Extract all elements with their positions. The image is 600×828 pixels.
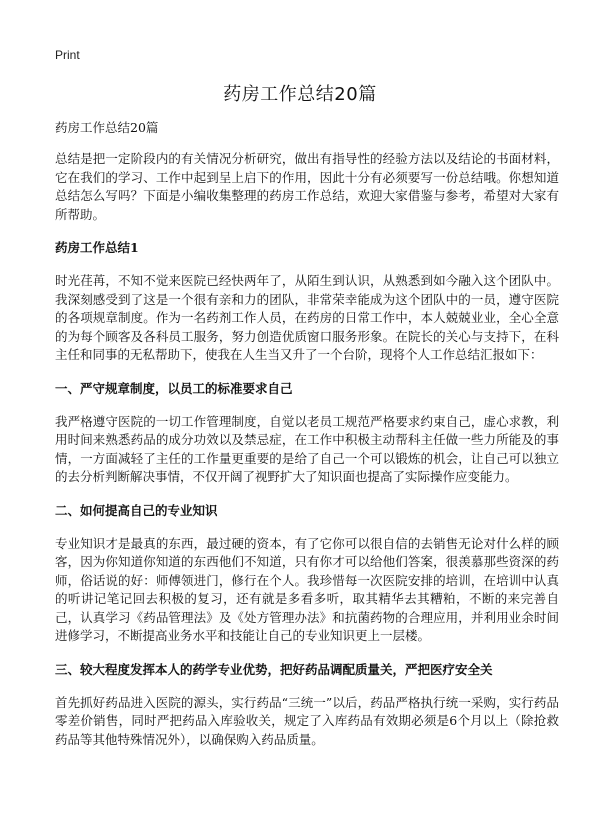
section-heading-3: 二、如何提高自己的专业知识 xyxy=(55,502,218,518)
page-title: 药房工作总结20篇 xyxy=(223,84,377,105)
section-paragraph-1: 时光荏苒，不知不觉来医院已经快两年了，从陌生到认识，从熟悉到如今融入这个团队中。我深刻感受到了这是一个很有亲和力的团队，非常荣幸能成为这个团队中的一员，遵守医院的各项规章制度。作为一名药剂工作人员，在药房的日常工作中，本人兢兢业业，全心全意的为每个顾客及各科员工服务，努力创造优质窗口服务形象。在院长的关心与支持下，在科主任和同事的无私帮助下，使我在人生当又升了一个台阶，现将个人工作总结汇报如下： xyxy=(55,273,559,362)
section-paragraph-3: 专业知识才是最真的东西，最过硬的资本，有了它你可以很自信的去销售无论对什么样的顾客，因为你知道你知道的东西他们不知道，只有你才可以给他们答案，很羡慕那些资深的药师，俗话说的好：师傅领进门，修行在个人。我珍惜每一次医院安排的培训，在培训中认真的听讲记笔记回去积极的复习，还有就是多看多听，取其精华去其糟粕，不断的来完善自己，认真学习《药品管理法》及《处方管理办法》和抗菌药物的合理应用，并利用业余时间进修学习，不断提高业务水平和技能让自己的专业知识更上一层楼。 xyxy=(55,535,559,643)
section-paragraph-4: 首先抓好药品进入医院的源头，实行药品“三统一”以后，药品严格执行统一采购，实行药品零差价销售，同时严把药品入库验收关，规定了入库药品有效期必须是6个月以上（除抢救药品等其他特殊情况外），以确保购入药品质量。 xyxy=(55,694,559,747)
section-heading-1: 药房工作总结1 xyxy=(55,240,139,255)
document-subtitle: 药房工作总结20篇 xyxy=(55,120,159,135)
print-link[interactable]: Print xyxy=(55,48,80,62)
document-body xyxy=(55,118,559,764)
section-heading-4: 三、较大程度发挥本人的药学专业优势，把好药品调配质量关，严把医疗安全关 xyxy=(55,661,493,677)
section-heading-2: 一、严守规章制度，以员工的标准要求自己 xyxy=(55,380,293,396)
section-paragraph-2: 我严格遵守医院的一切工作管理制度，自觉以老员工规范严格要求约束自己，虚心求教，利用时间来熟悉药品的成分功效以及禁忌症，在工作中积极主动帮科主任做一些力所能及的事情，一方面减轻了主任的工作量更重要的是给了自己一个可以锻炼的机会，让自己可以独立的去分析判断解决事情，不仅开阔了视野扩大了知识面也提高了实际操作应变能力。 xyxy=(55,413,559,484)
intro-paragraph: 总结是把一定阶段内的有关情况分析研究，做出有指导性的经验方法以及结论的书面材料，它在我们的学习、工作中起到呈上启下的作用，因此十分有必须要写一份总结哦。你想知道总结怎么写吗？下面是小编收集整理的药房工作总结，欢迎大家借鉴与参考，希望对大家有所帮助。 xyxy=(55,151,559,222)
